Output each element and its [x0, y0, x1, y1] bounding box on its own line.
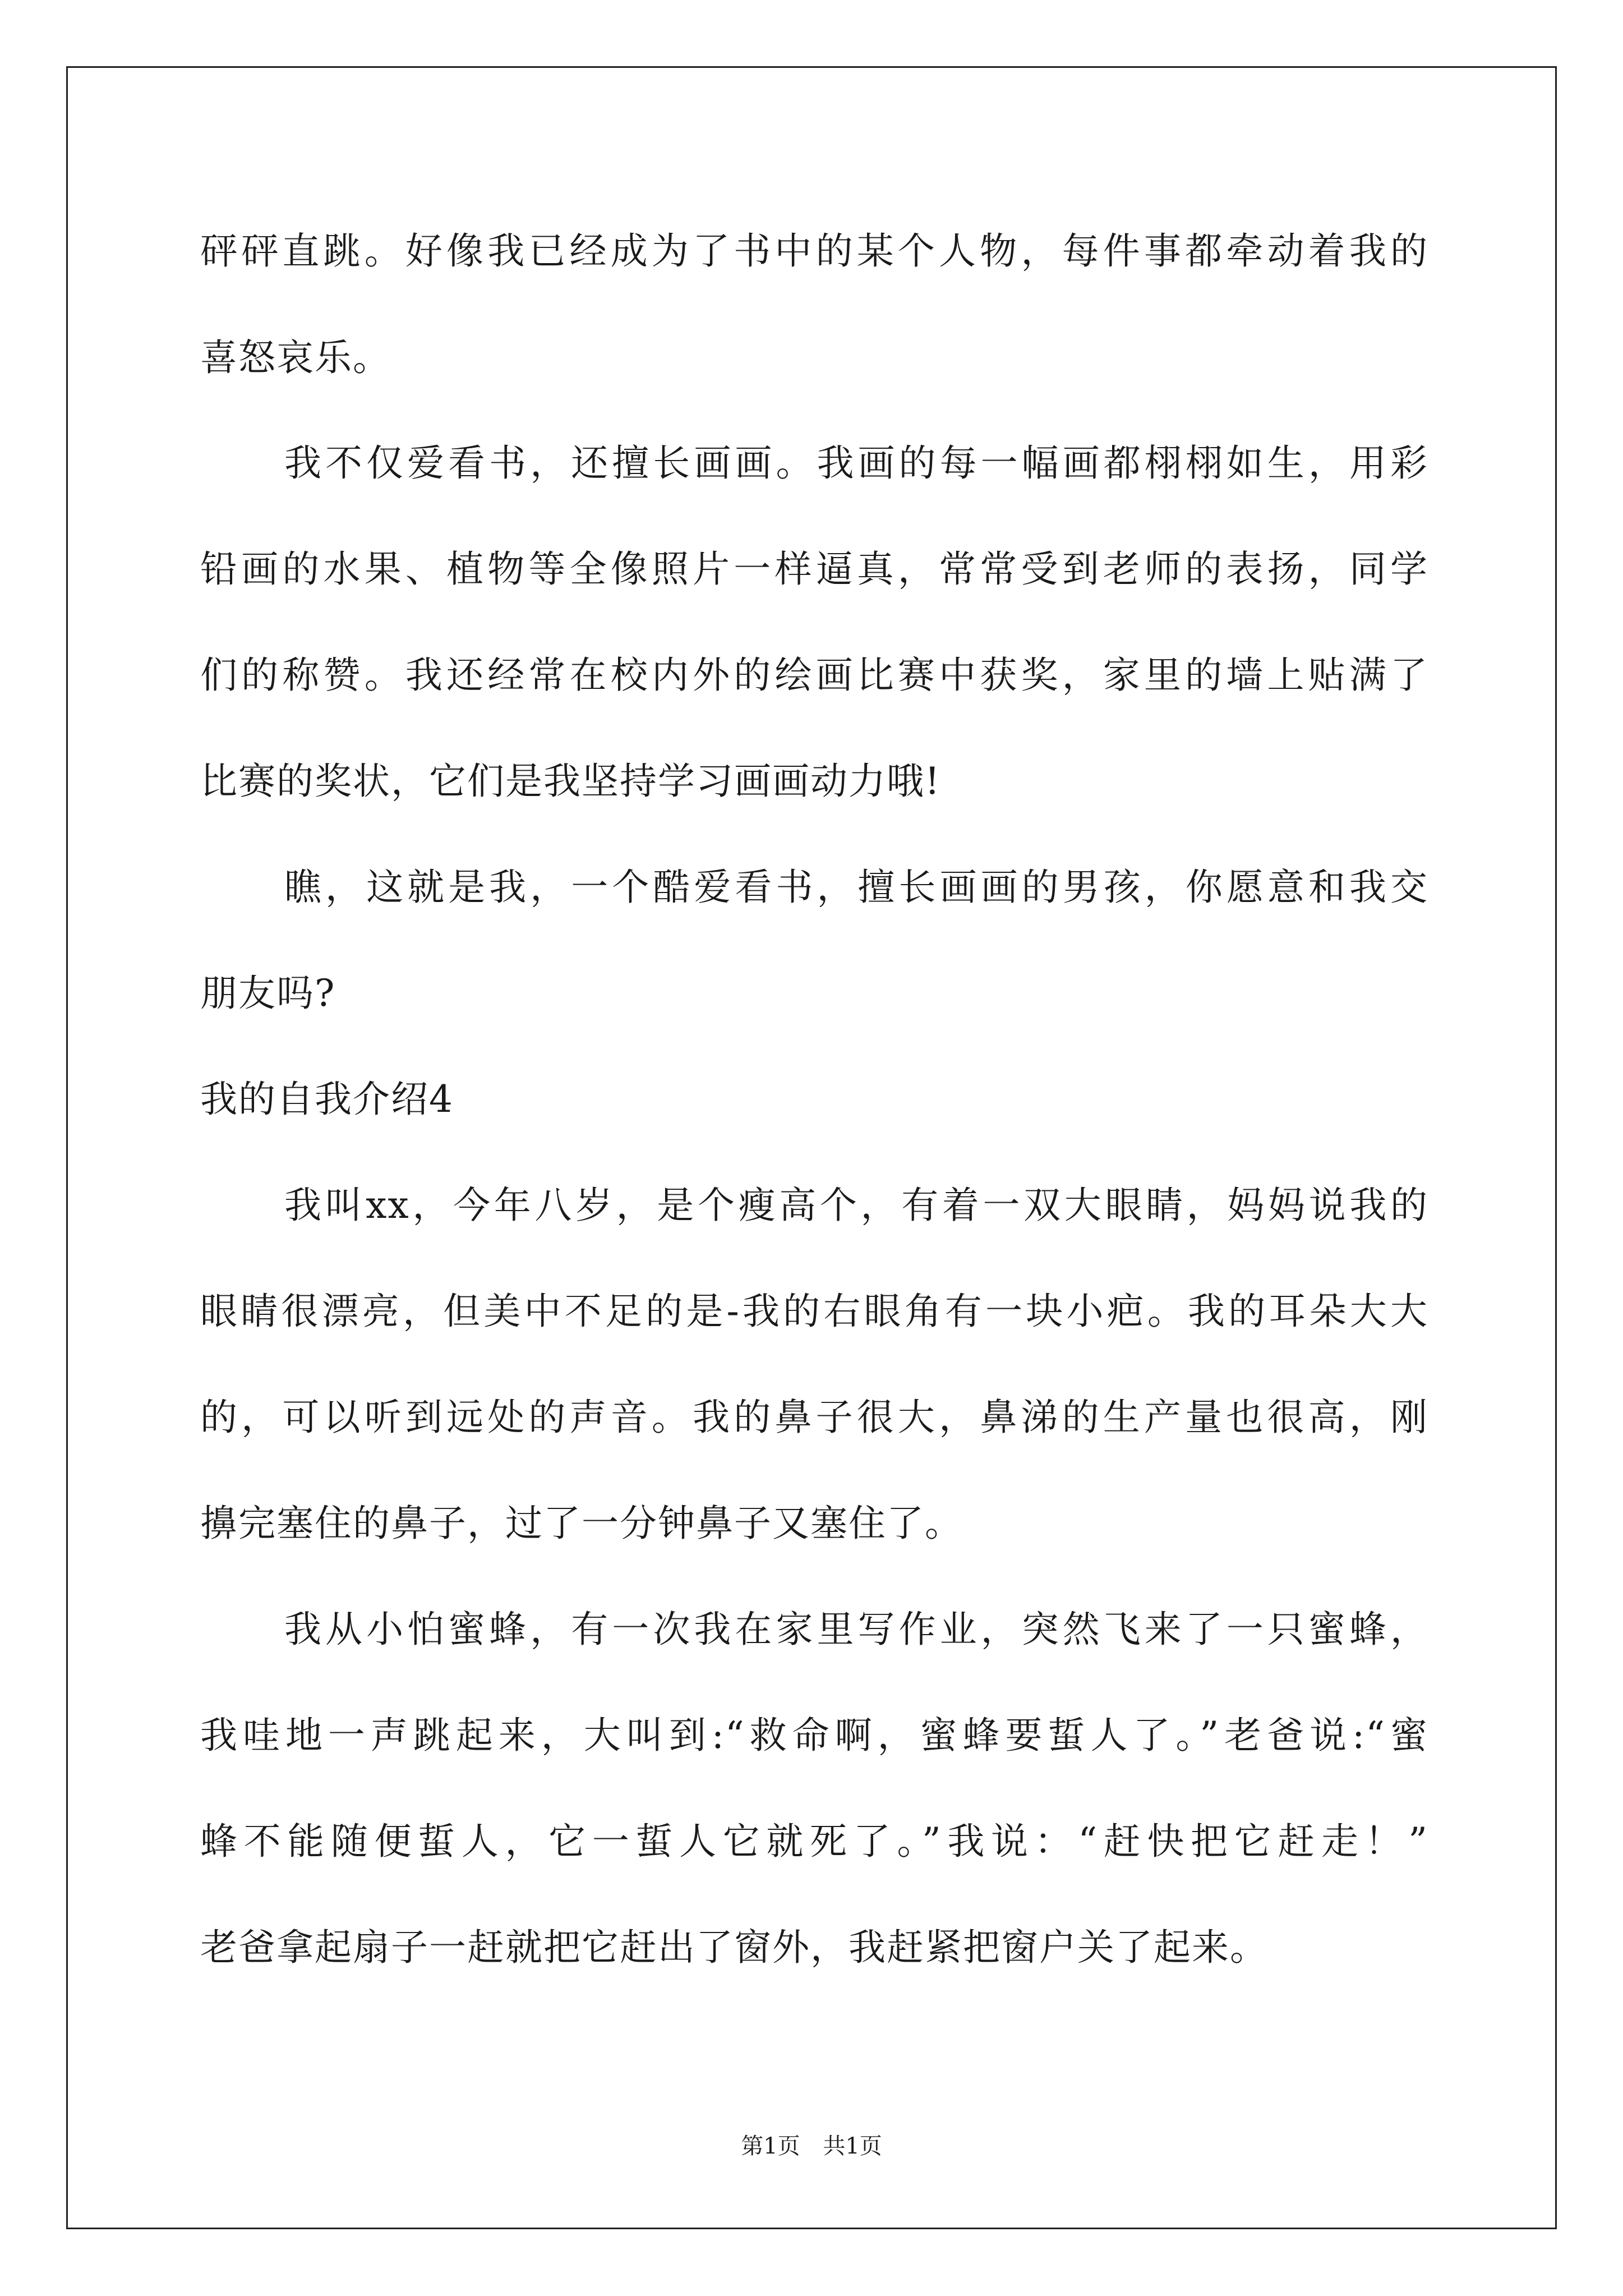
body-text-line: 朋友吗?: [200, 972, 336, 1015]
body-text-line: 蜂不能随便蜇人，它一蜇人它就死了。”我说：“赶快把它赶走！”: [200, 1820, 1428, 1863]
body-text-line: 喜怒哀乐。: [200, 336, 391, 379]
body-text-line: 擤完塞住的鼻子，过了一分钟鼻子又塞住了。: [200, 1502, 963, 1545]
body-text-line: 我从小怕蜜蜂，有一次我在家里写作业，突然飞来了一只蜜蜂，: [284, 1608, 1428, 1651]
page-number: 第1页: [741, 2133, 800, 2159]
body-text-line: 我哇地一声跳起来，大叫到:“救命啊，蜜蜂要蜇人了。”老爸说:“蜜: [200, 1714, 1428, 1757]
body-text-line: 老爸拿起扇子一赶就把它赶出了窗外，我赶紧把窗户关了起来。: [200, 1926, 1268, 1969]
body-text-line: 我叫xx，今年八岁，是个瘦高个，有着一双大眼睛，妈妈说我的: [284, 1184, 1428, 1227]
total-pages: 共1页: [823, 2133, 882, 2159]
body-text-line: 比赛的奖状，它们是我坚持学习画画动力哦!: [200, 760, 941, 803]
body-text-line: 瞧，这就是我，一个酷爱看书，擅长画画的男孩，你愿意和我交: [284, 866, 1428, 909]
body-text-line: 的，可以听到远处的声音。我的鼻子很大，鼻涕的生产量也很高，刚: [200, 1396, 1428, 1439]
body-text-line: 砰砰直跳。好像我已经成为了书中的某个人物，每件事都牵动着我的: [200, 229, 1428, 273]
body-text-line: 眼睛很漂亮，但美中不足的是-我的右眼角有一块小疤。我的耳朵大大: [200, 1290, 1428, 1333]
page-footer: [0, 2128, 1623, 2160]
body-text-line: 我不仅爱看书，还擅长画画。我画的每一幅画都栩栩如生，用彩: [284, 441, 1428, 485]
body-text-line: 们的称赞。我还经常在校内外的绘画比赛中获奖，家里的墙上贴满了: [200, 654, 1428, 697]
page-border: [66, 66, 1557, 2229]
section-heading: 我的自我介绍4: [200, 1078, 454, 1121]
body-text-line: 铅画的水果、植物等全像照片一样逼真，常常受到老师的表扬，同学: [200, 547, 1428, 591]
